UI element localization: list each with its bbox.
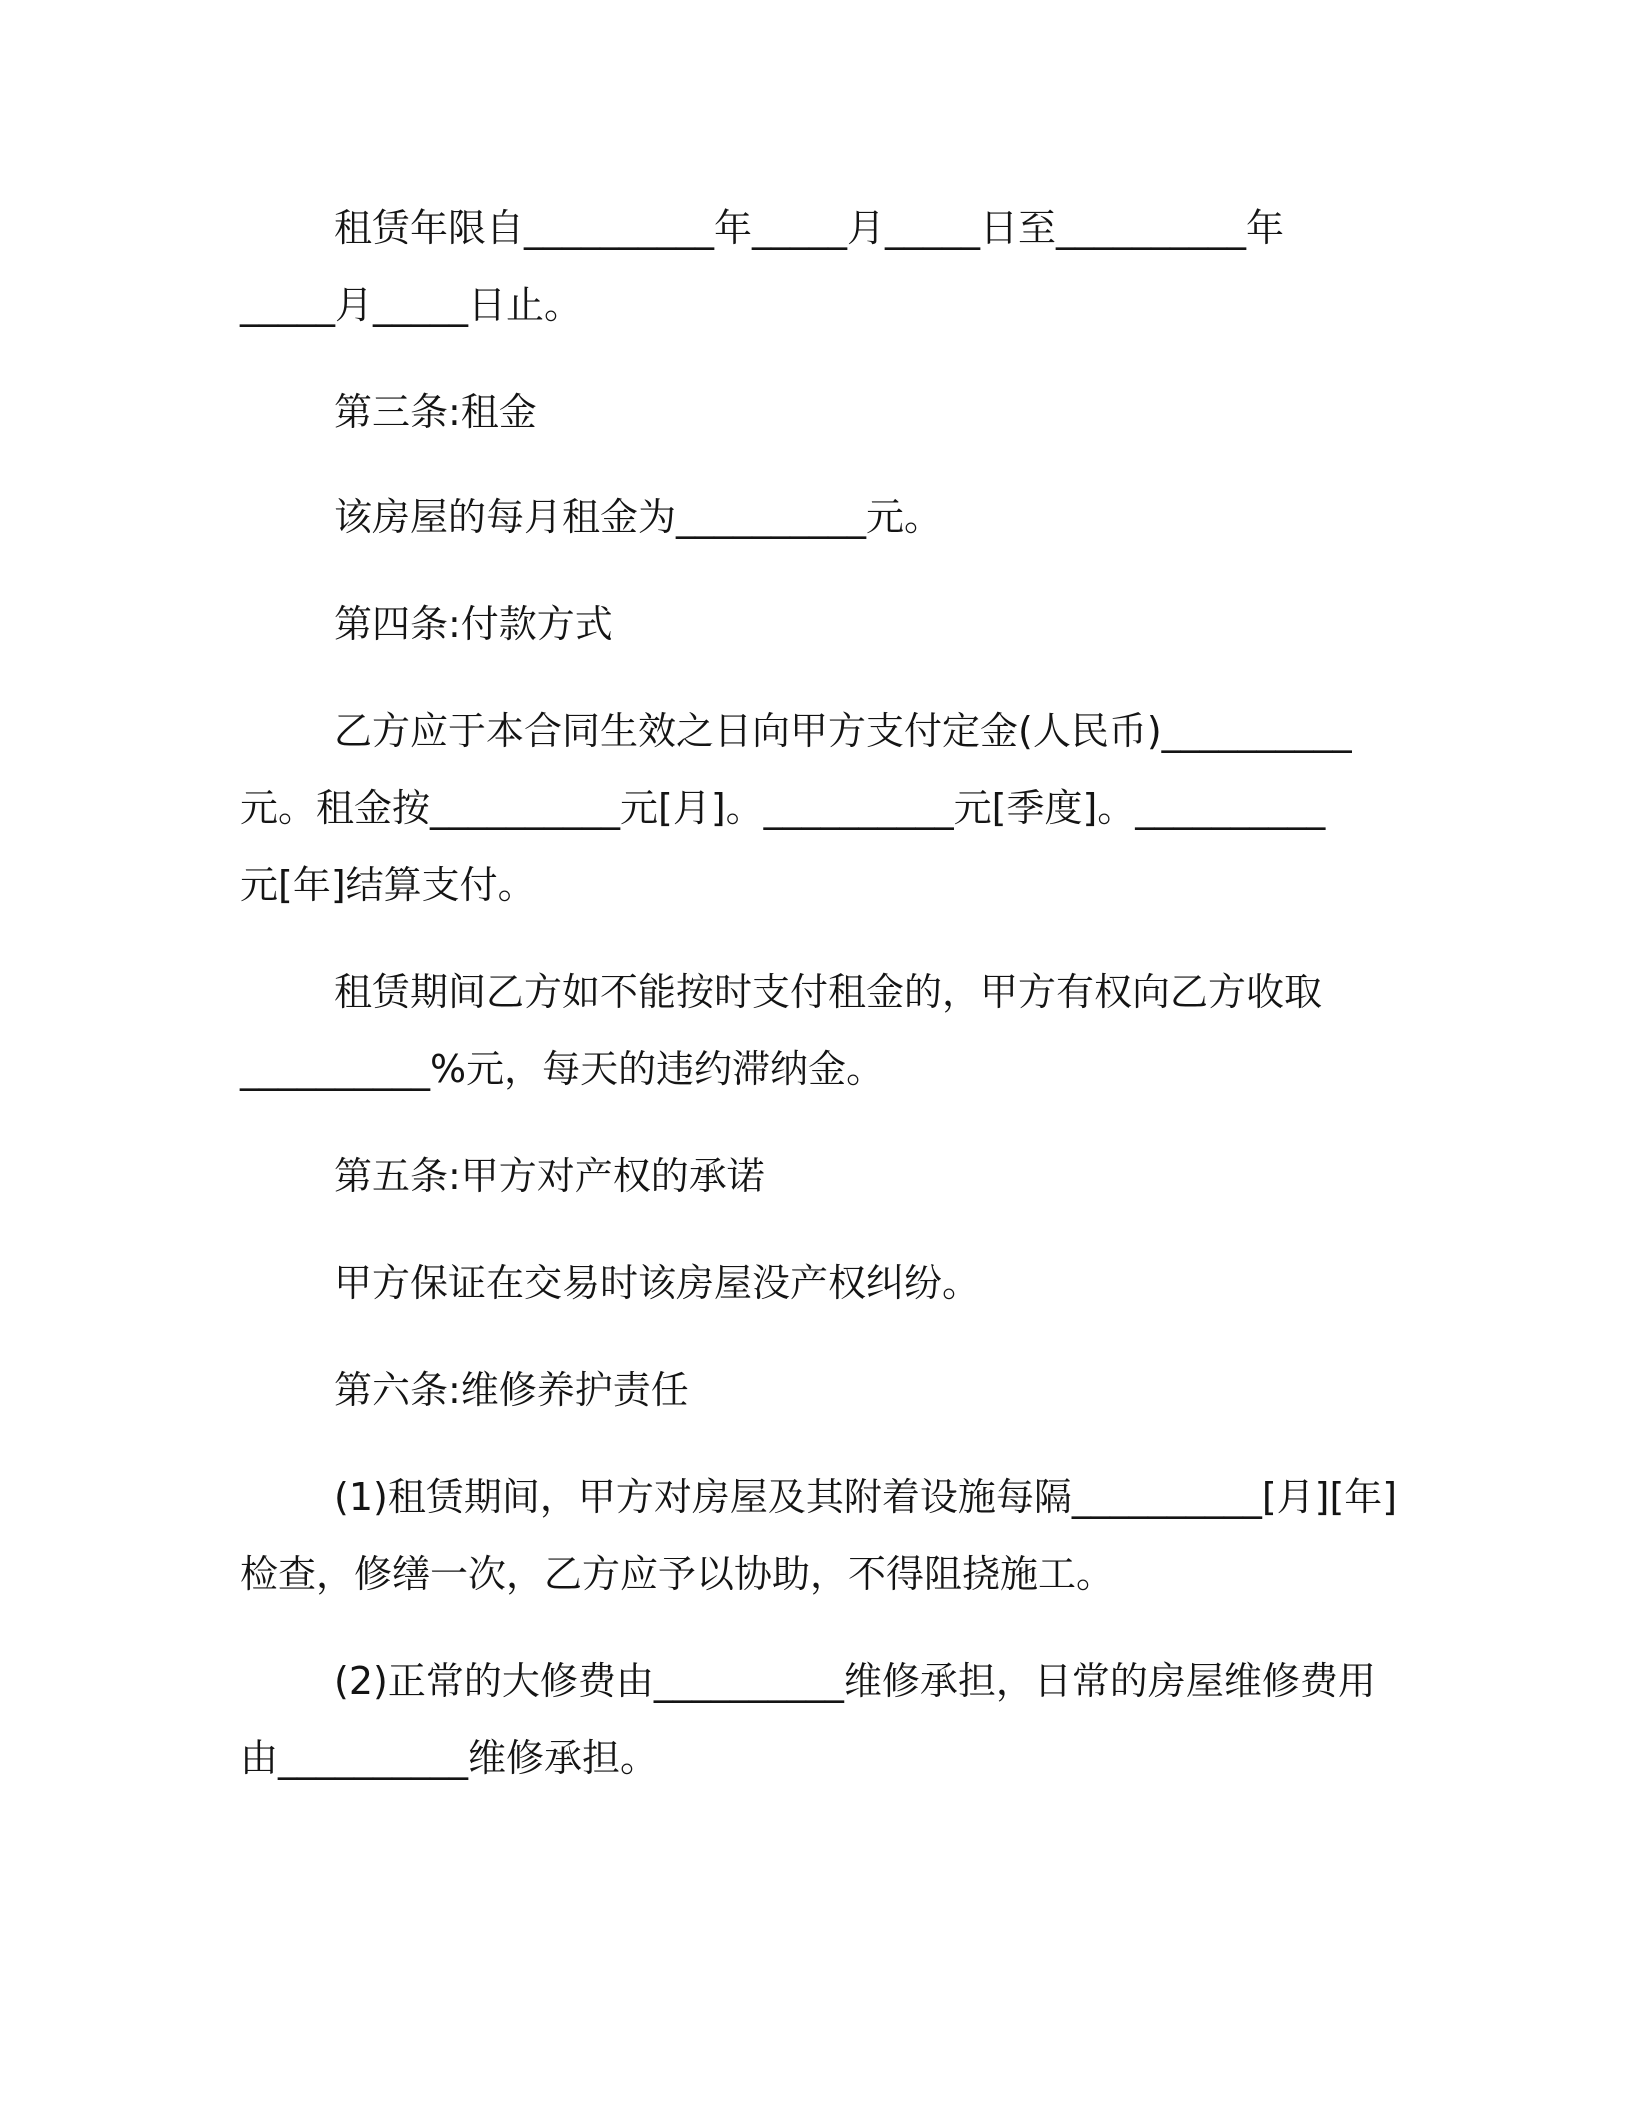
- article-3-heading: [240, 374, 1410, 451]
- text-line: 甲方保证在交易时该房屋没产权纠纷。: [334, 1261, 981, 1305]
- monthly-rent-paragraph: [240, 479, 1410, 556]
- text-line: 租赁年限自__________年_____月_____日至__________年: [334, 206, 1285, 250]
- text-line: 元[年]结算支付。: [240, 863, 536, 907]
- text-line: __________%元，每天的违约滞纳金。: [240, 1047, 885, 1091]
- heading-text: 第六条:维修养护责任: [334, 1368, 689, 1412]
- maintenance-1-paragraph: [240, 1459, 1410, 1613]
- lease-term-paragraph: [240, 190, 1410, 344]
- heading-text: 第三条:租金: [334, 390, 537, 434]
- heading-text: 第五条:甲方对产权的承诺: [334, 1154, 765, 1198]
- text-line: 乙方应于本合同生效之日向甲方支付定金(人民币)__________: [334, 709, 1352, 753]
- text-line: _____月_____日止。: [240, 283, 583, 327]
- text-line: 租赁期间乙方如不能按时支付租金的，甲方有权向乙方收取: [334, 970, 1323, 1014]
- article-5-heading: [240, 1138, 1410, 1215]
- text-line: 元。租金按__________元[月]。__________元[季度]。__________: [240, 786, 1326, 830]
- document-page: [240, 190, 1410, 1797]
- text-line: 检查，修缮一次，乙方应予以协助，不得阻挠施工。: [240, 1552, 1115, 1596]
- article-4-heading: [240, 586, 1410, 663]
- heading-text: 第四条:付款方式: [334, 602, 613, 646]
- article-6-heading: [240, 1352, 1410, 1429]
- text-line: 该房屋的每月租金为__________元。: [334, 495, 943, 539]
- text-line: 由__________维修承担。: [240, 1736, 659, 1780]
- maintenance-2-paragraph: [240, 1643, 1410, 1797]
- deposit-payment-paragraph: [240, 693, 1410, 924]
- text-line: (2)正常的大修费由__________维修承担，日常的房屋维修费用: [334, 1659, 1376, 1703]
- text-line: (1)租赁期间，甲方对房屋及其附着设施每隔__________[月][年]: [334, 1475, 1398, 1519]
- late-fee-paragraph: [240, 954, 1410, 1108]
- ownership-guarantee-paragraph: [240, 1245, 1410, 1322]
